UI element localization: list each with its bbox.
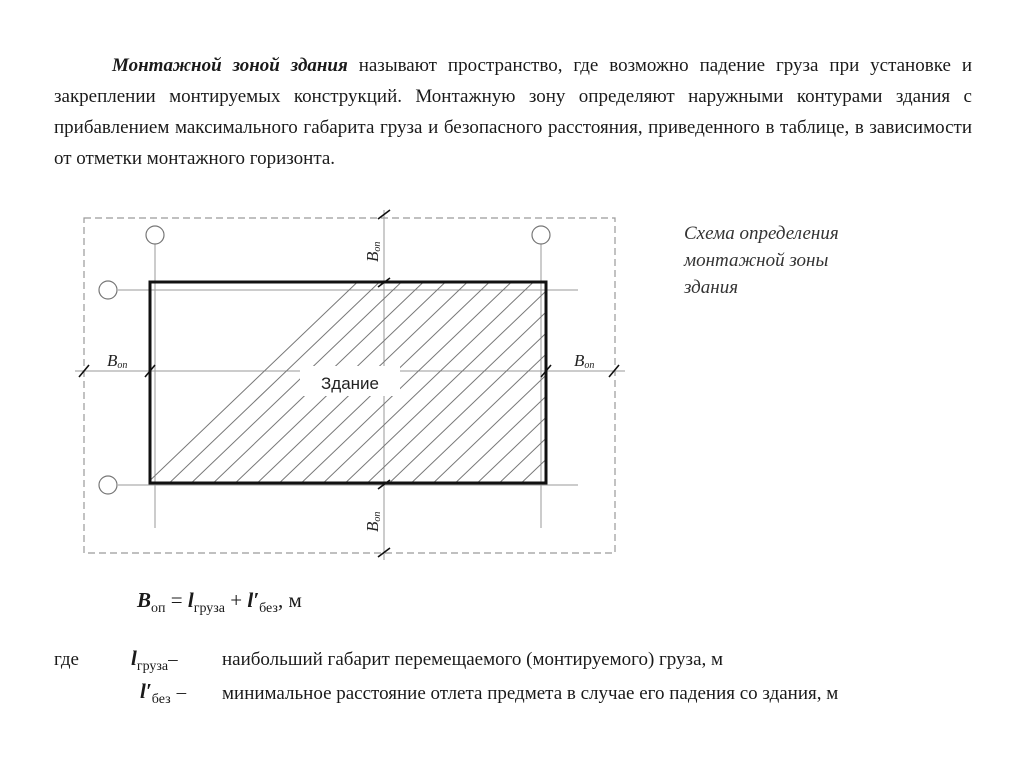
hatch-line bbox=[734, 270, 964, 490]
hatch-line bbox=[536, 270, 766, 490]
legend-symbol-1: $l_{груза}-$ bbox=[131, 646, 178, 674]
building-hatch bbox=[140, 270, 964, 490]
hatch-line bbox=[624, 270, 854, 490]
dim-label-left: Bоп bbox=[107, 351, 128, 371]
dim-label-right: Bоп bbox=[574, 351, 595, 371]
axis-marker-top-right bbox=[532, 226, 550, 244]
hatch-line bbox=[712, 270, 942, 490]
hatch-line bbox=[514, 270, 744, 490]
caption-line-2: монтажной зоны bbox=[684, 250, 829, 271]
axis-marker-left-upper bbox=[99, 281, 117, 299]
dim-label-bottom: Bоп bbox=[363, 511, 383, 532]
hatch-line bbox=[448, 270, 678, 490]
paragraph-text: называют пространство, где возможно падение груза при установке и закреплении монтируемых конструкций. Монтажную зону определяют наружными контурами здания с прибавлением максимального габарита груза и безопасного расстояния, приведенного в таблице, в зависимости от отметки монтажного горизонта. bbox=[54, 55, 972, 169]
legend-description-2: минимальное расстояние отлета предмета в случае его падения со здания, м bbox=[222, 683, 839, 704]
hatch-line bbox=[470, 270, 700, 490]
hatch-line bbox=[602, 270, 832, 490]
formula: $B_{оп} = l_{груза} + l'_{без}$, м bbox=[137, 588, 302, 616]
dim-label-top: Bоп bbox=[363, 241, 383, 262]
hatch-line bbox=[558, 270, 788, 490]
axis-marker-left-lower bbox=[99, 476, 117, 494]
hatch-line bbox=[382, 270, 612, 490]
building-label: Здание bbox=[321, 374, 379, 393]
legend-symbol-2: $l'_{без}$ – bbox=[140, 679, 187, 707]
axis-marker-top-left bbox=[146, 226, 164, 244]
legend-where: где bbox=[54, 649, 79, 670]
hatch-line bbox=[668, 270, 898, 490]
hatch-line bbox=[404, 270, 634, 490]
term-emphasis: Монтажной зоной здания bbox=[112, 55, 348, 76]
hatch-line bbox=[690, 270, 920, 490]
caption-line-3: здания bbox=[684, 277, 739, 298]
caption-line-1: Схема определения bbox=[684, 223, 839, 244]
hatch-line bbox=[492, 270, 722, 490]
hatch-line bbox=[646, 270, 876, 490]
legend-description-1: наибольший габарит перемещаемого (монтируемого) груза, м bbox=[222, 649, 724, 670]
